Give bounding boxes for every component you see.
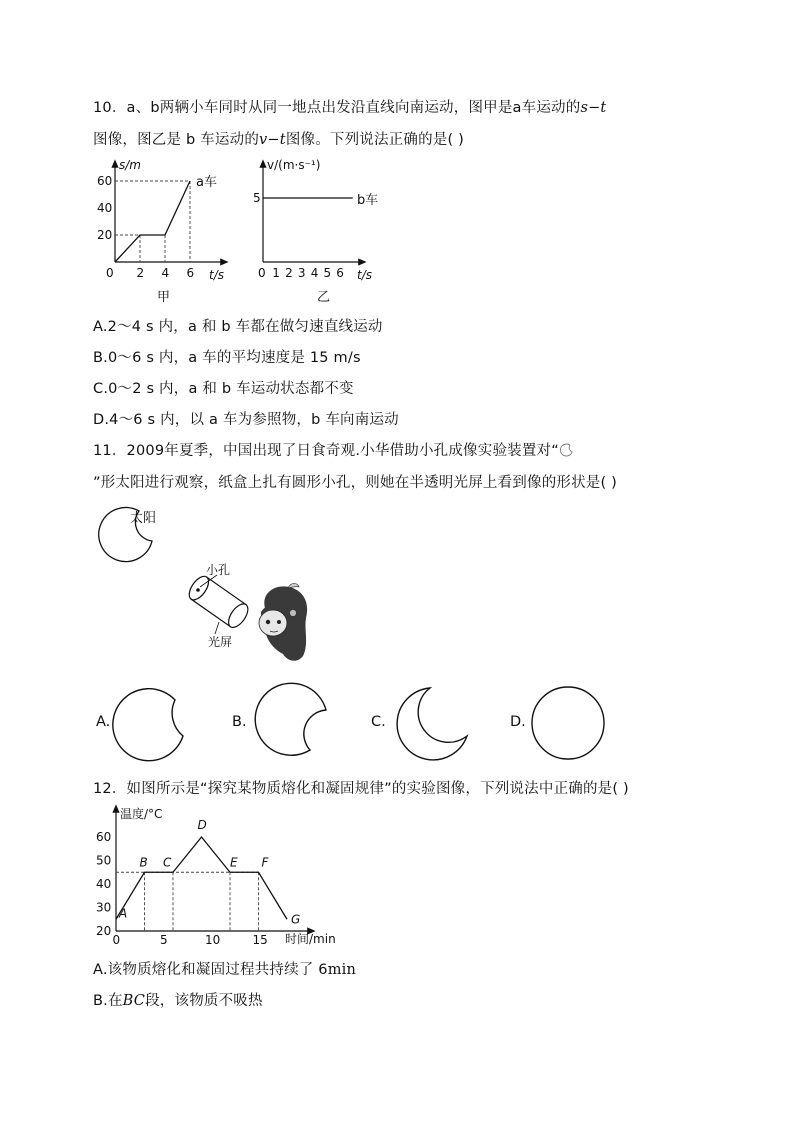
- q10-option-b: B.0～6 s 内，a 车的平均速度是 15 m/s: [93, 350, 361, 366]
- q11-option-c-shape: [390, 684, 476, 762]
- a-car-line: [115, 181, 190, 262]
- q10a-y-tick: 20: [97, 228, 113, 242]
- q10a-x-tick: 6: [186, 266, 195, 280]
- pinhole-dot: [196, 588, 200, 592]
- q11-option-c-label: C.: [371, 714, 386, 730]
- q12-option-b: B.在BC段，该物质不吸热: [93, 993, 263, 1009]
- q10a-x-tick: 0: [106, 266, 114, 280]
- q10a-caption: 甲: [157, 290, 171, 305]
- girl-observer-icon: [259, 583, 307, 660]
- q10b-y-tick: 5: [253, 191, 261, 205]
- crescent-sun-icon: [559, 442, 574, 457]
- q12-chart: [90, 800, 360, 950]
- pinhole-label: 小孔: [206, 563, 231, 577]
- q10a-line-label: a车: [196, 175, 217, 190]
- q10-stem-line1: 10．a、b两辆小车同时从同一地点出发沿直线向南运动，图甲是a车运动的s−t: [93, 100, 607, 116]
- q12-x-tick: 5: [160, 933, 168, 947]
- q10a-y-tick: 40: [97, 201, 113, 215]
- q12-point-label-D: D: [197, 818, 207, 832]
- q12-y-tick: 20: [96, 924, 112, 938]
- q12-x-tick: 0: [112, 933, 121, 947]
- q12-point-label-C: C: [163, 855, 172, 870]
- q10-vt-variable: v−t: [259, 132, 286, 148]
- q10-graph-b: [245, 155, 395, 307]
- q10b-x-tick: 5: [323, 266, 332, 280]
- q10-graph-a: [85, 155, 245, 307]
- q12-point-label-B: B: [139, 855, 148, 870]
- q10b-x-tick: 0: [258, 266, 266, 280]
- screen-label: 光屏: [208, 635, 233, 649]
- q10a-x-label: t/s: [209, 268, 224, 282]
- q10-option-d: D.4～6 s 内，以 a 车为参照物，b 车向南运动: [93, 412, 399, 428]
- q10a-x-tick: 2: [136, 266, 145, 280]
- q12-y-tick: 60: [96, 830, 112, 844]
- q10b-line-label: b车: [357, 193, 379, 208]
- q10b-x-tick: 6: [336, 266, 344, 280]
- q12-x-tick: 10: [205, 933, 221, 947]
- q12-x-tick: 15: [252, 933, 268, 947]
- q10-stem-line2: 图像，图乙是 b 车运动的v−t图像。下列说法正确的是( ): [93, 132, 465, 148]
- q11-option-d-shape: [530, 684, 610, 762]
- q11-stem-line1: 11．2009年夏季，中国出现了日食奇观.小华借助小孔成像实验装置对“: [93, 439, 574, 460]
- q12-y-tick: 40: [96, 877, 112, 891]
- q11-sun-figure: [96, 500, 166, 560]
- q12-point-label-F: F: [261, 855, 269, 870]
- q10-option-c: C.0～2 s 内，a 和 b 车运动状态都不变: [93, 381, 354, 397]
- temperature-curve: [116, 837, 287, 919]
- q11-option-b-shape: [252, 684, 338, 762]
- q12-point-label-E: E: [230, 855, 238, 870]
- q12-y-tick: 30: [96, 900, 112, 915]
- q10b-caption: 乙: [317, 290, 331, 305]
- q11-option-a-shape: [112, 684, 198, 762]
- q12-x-label: 时间/min: [285, 932, 336, 946]
- q10b-x-tick: 1: [272, 266, 280, 280]
- q11-pinhole-apparatus: [175, 560, 325, 675]
- q11-stem-line2: ”形太阳进行观察，纸盒上扎有圆形小孔，则她在半透明光屏上看到像的形状是( ): [93, 475, 618, 491]
- q12-point-label-A: A: [119, 906, 128, 921]
- q10b-x-tick: 2: [285, 266, 293, 280]
- q11-option-a-label: A.: [96, 714, 111, 730]
- sun-label: 太阳: [130, 511, 157, 526]
- q11-option-b-label: B.: [232, 714, 247, 730]
- q10-option-a: A.2～4 s 内，a 和 b 车都在做匀速直线运动: [93, 319, 383, 335]
- q12-stem: 12．如图所示是“探究某物质熔化和凝固规律”的实验图像，下列说法中正确的是( ): [93, 781, 629, 797]
- q10b-x-label: t/s: [357, 268, 372, 282]
- q10-st-variable: s−t: [580, 100, 607, 116]
- q12-y-label: 温度/°C: [120, 807, 163, 821]
- q10b-y-label: v/(m·s⁻¹): [267, 158, 321, 172]
- q10a-y-tick: 60: [97, 174, 113, 188]
- q10b-x-tick: 4: [310, 266, 319, 280]
- q12-point-label-G: G: [291, 912, 301, 927]
- q12-option-a: A.该物质熔化和凝固过程共持续了 6min: [93, 962, 357, 978]
- q10a-y-label: s/m: [119, 158, 141, 172]
- q10b-x-tick: 3: [297, 266, 306, 280]
- q11-option-d-label: D.: [510, 714, 526, 730]
- q12-y-tick: 50: [96, 853, 112, 868]
- q10a-x-tick: 4: [161, 266, 170, 280]
